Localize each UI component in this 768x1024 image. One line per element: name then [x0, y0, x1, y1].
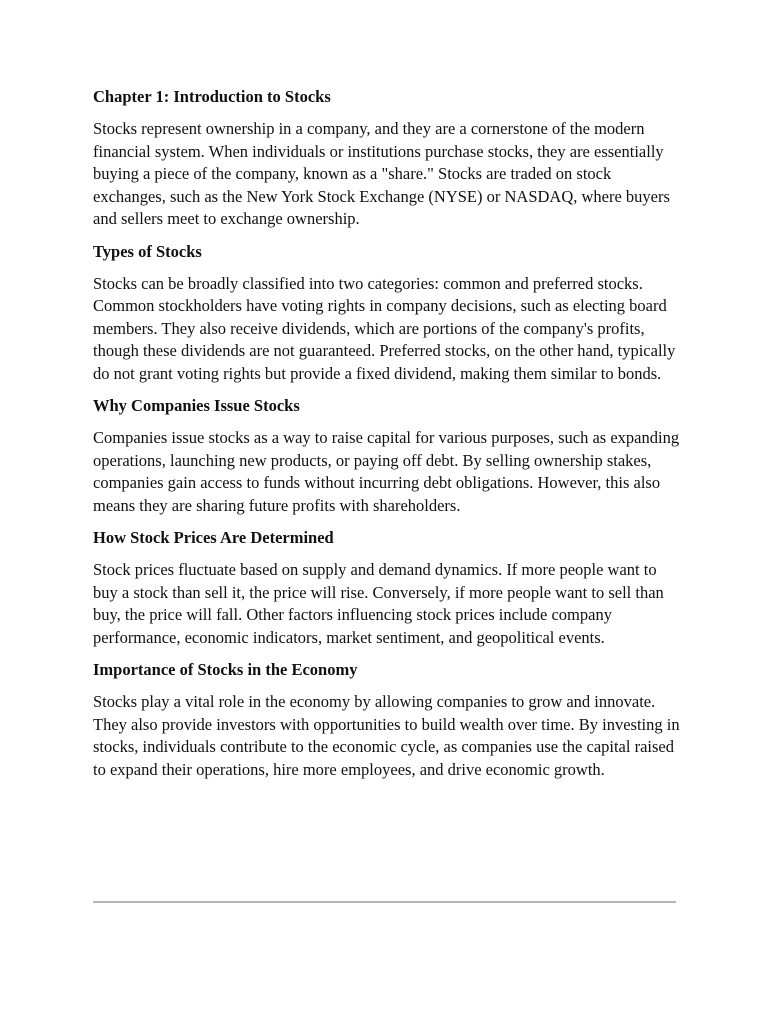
- why-issue-paragraph: Companies issue stocks as a way to raise capital for various purposes, such as expanding operations, launching new products, or paying off debt. By selling ownership stakes, companies gain access to funds without incurring debt obligations. However, this also means they are sharing future profits with shareholders.: [93, 428, 680, 515]
- intro-paragraph: Stocks represent ownership in a company, and they are a cornerstone of the modern financial system. When individuals or institutions purchase stocks, they are essentially buying a piece of the company, known as a "share." Stocks are traded on stock exchanges, such as the New York Stock Exchange (NYSE) or NASDAQ, where buyers and sellers meet to exchange ownership.: [93, 119, 670, 228]
- document-body: [93, 86, 683, 791]
- section-heading-prices: How Stock Prices Are Determined: [93, 528, 334, 547]
- section-heading-types: Types of Stocks: [93, 241, 202, 261]
- types-paragraph: Stocks can be broadly classified into two categories: common and preferred stocks. Common stockholders have voting rights in company decisions, such as electing board members. They also receive dividends, which are portions of the company's profits, though these dividends are not guaranteed. Preferred stocks, on the other hand, typically do not grant voting rights but provide a fixed dividend, making them similar to bonds.: [93, 273, 676, 383]
- importance-paragraph: Stocks play a vital role in the economy by allowing companies to grow and innovate. They also provide investors with opportunities to build wealth over time. By investing in stocks, individuals contribute to the economic cycle, as companies use the capital raised to expand their operations, hire more employees, and drive economic growth.: [93, 692, 680, 779]
- chapter-title: Chapter 1: Introduction to Stocks: [93, 87, 331, 106]
- prices-paragraph: Stock prices fluctuate based on supply and demand dynamics. If more people want to buy a stock than sell it, the price will rise. Conversely, if more people want to sell than buy, the price will fall. Other factors influencing stock prices include company performance, economic indicators, market sentiment, and geopolitical events.: [93, 560, 664, 647]
- section-heading-importance: Importance of Stocks in the Economy: [93, 660, 358, 679]
- horizontal-divider: [93, 901, 676, 903]
- section-heading-why-issue: Why Companies Issue Stocks: [93, 396, 300, 415]
